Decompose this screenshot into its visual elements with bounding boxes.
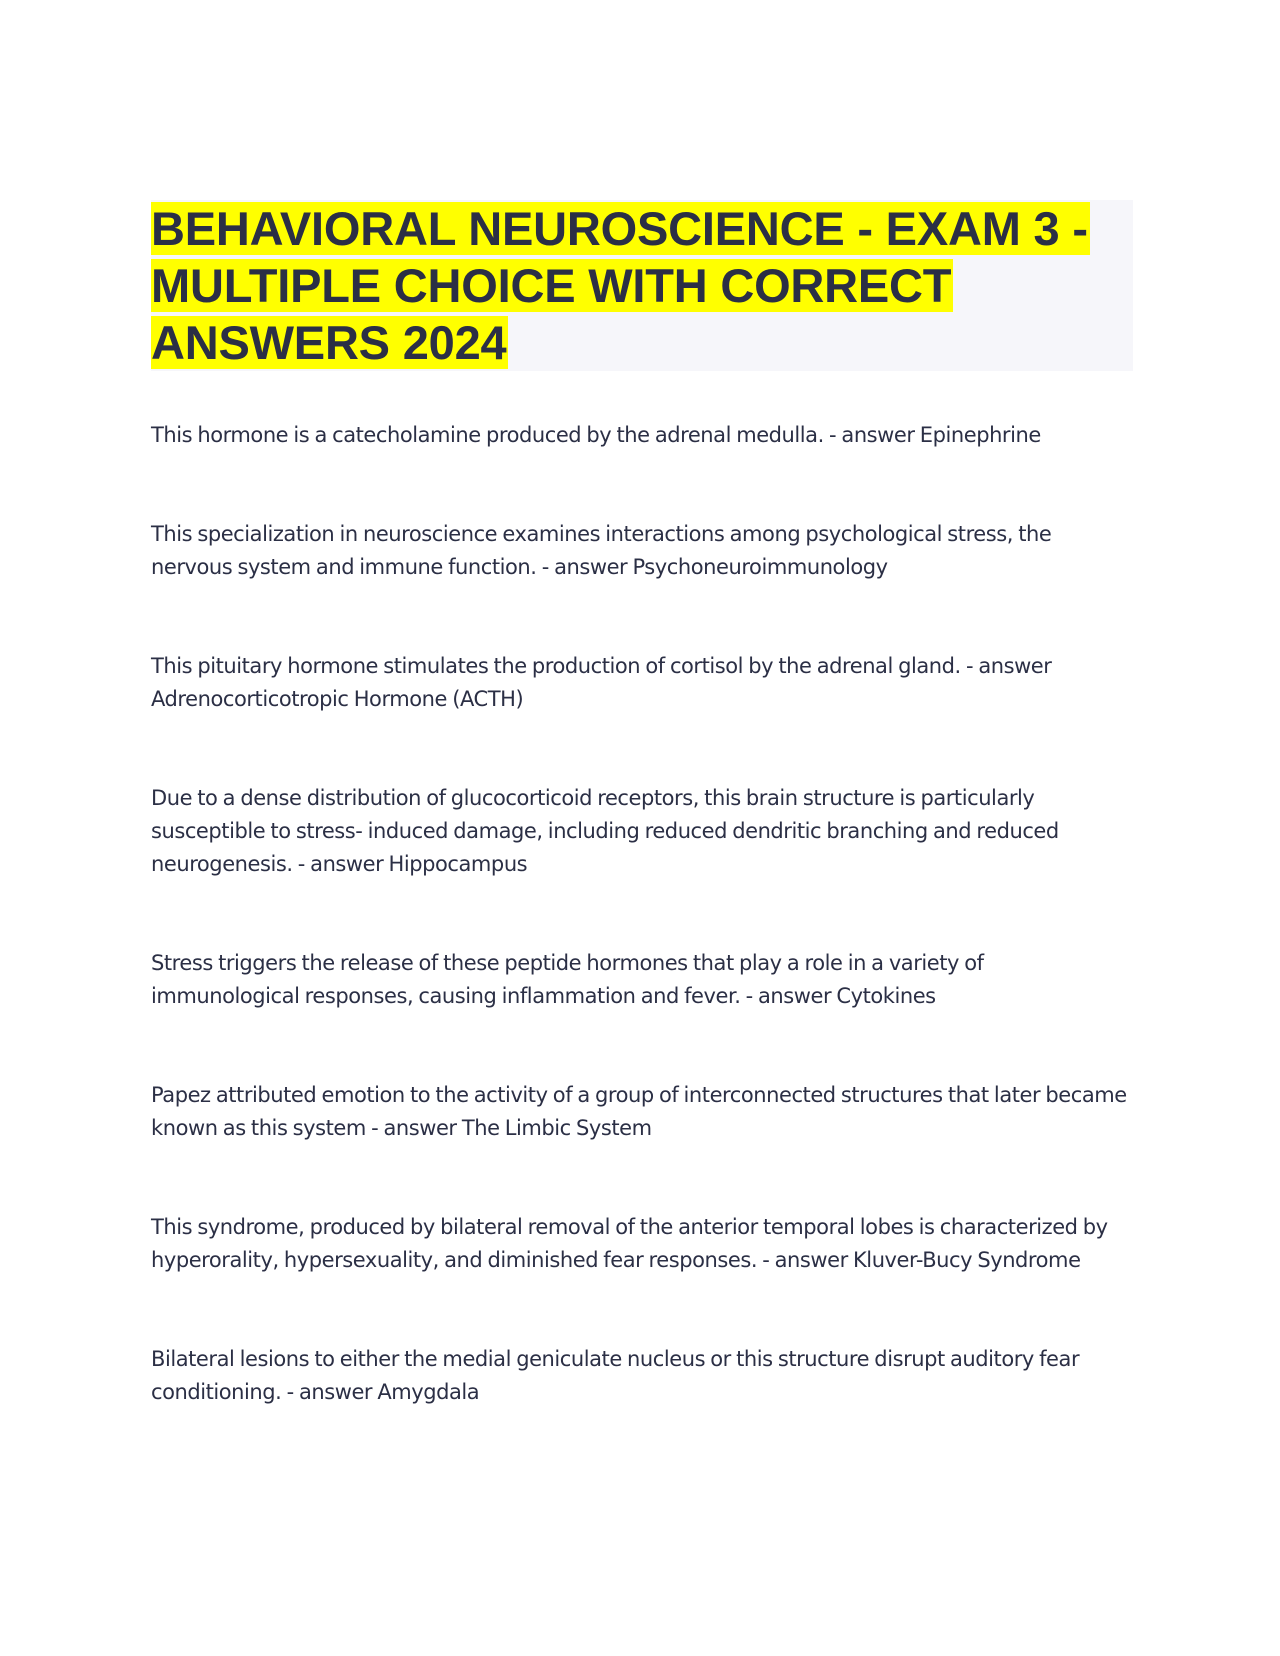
qa-item-1: This hormone is a catecholamine produced by the adrenal medulla. - answer Epinephrine <box>151 423 1041 447</box>
qa-list <box>151 419 1133 1409</box>
qa-item-8: Bilateral lesions to either the medial geniculate nucleus or this structure disrupt auditory fear conditioning. - answer Amygdala <box>151 1347 1080 1404</box>
document-title <box>151 200 1133 371</box>
qa-item-4: Due to a dense distribution of glucocorticoid receptors, this brain structure is particularly susceptible to stress- induced damage, including reduced dendritic branching and reduced neurogenesis. - answer Hippocampus <box>151 786 1059 876</box>
title-block <box>151 200 1133 371</box>
title-highlight: BEHAVIORAL NEUROSCIENCE - EXAM 3 - MULTIPLE CHOICE WITH CORRECT ANSWERS 2024 <box>151 202 1088 369</box>
qa-item-2: This specialization in neuroscience examines interactions among psychological stress, the nervous system and immune function. - answer Psychoneuroimmunology <box>151 522 1052 579</box>
qa-item-7: This syndrome, produced by bilateral removal of the anterior temporal lobes is characterized by hyperorality, hypersexuality, and diminished fear responses. - answer Kluver-Bucy Syndrome <box>151 1215 1108 1272</box>
document-page <box>151 200 1133 1409</box>
qa-item-3: This pituitary hormone stimulates the production of cortisol by the adrenal gland. - answer Adrenocorticotropic Hormone (ACTH) <box>151 654 1052 711</box>
qa-item-5: Stress triggers the release of these peptide hormones that play a role in a variety of immunological responses, causing inflammation and fever. - answer Cytokines <box>151 951 984 1008</box>
qa-item-6: Papez attributed emotion to the activity of a group of interconnected structures that later became known as this system - answer The Limbic System <box>151 1083 1127 1140</box>
